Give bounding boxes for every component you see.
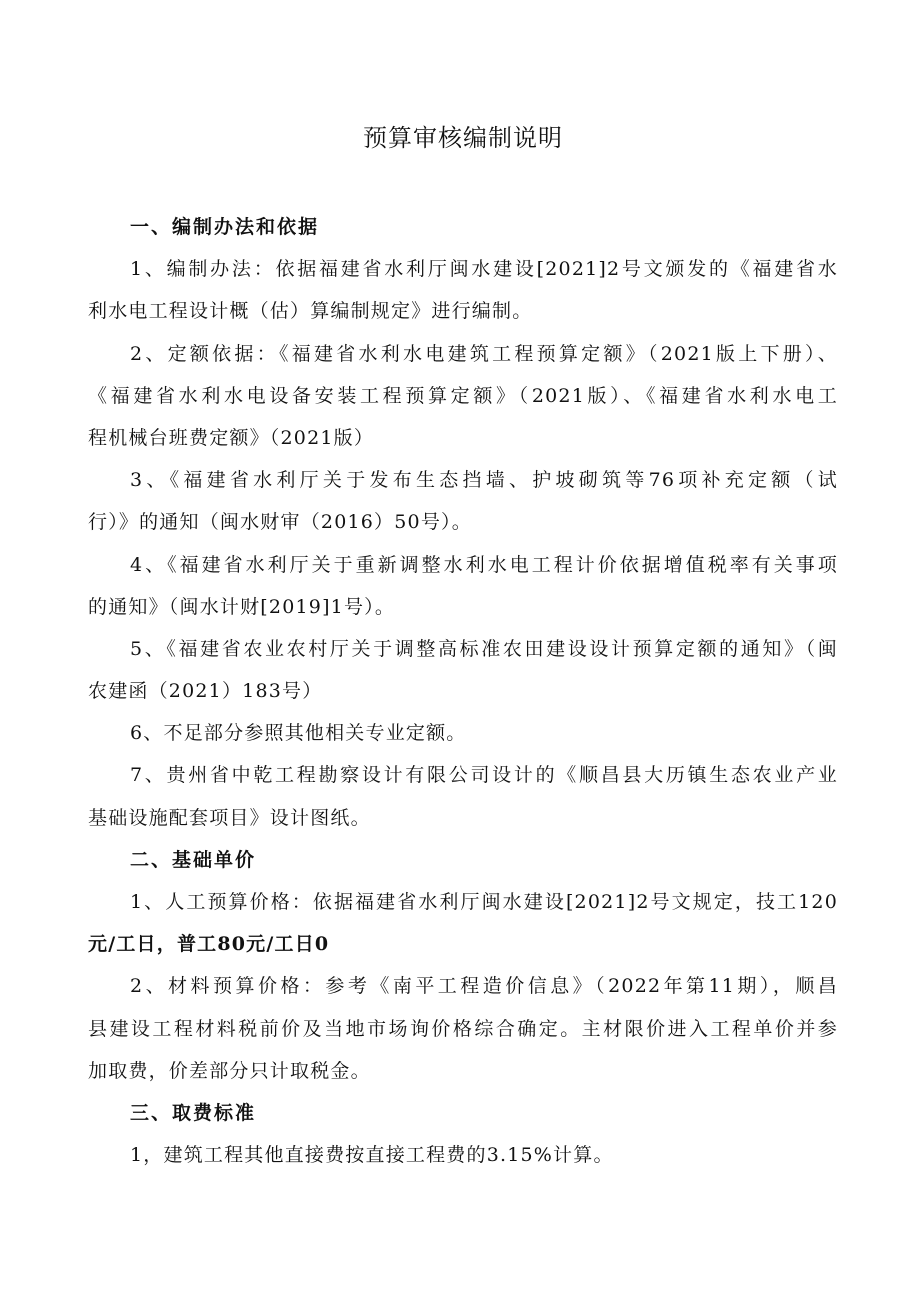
paragraph-line: 程机械台班费定额》（2021版）: [88, 426, 375, 449]
paragraph-line: 1，建筑工程其他直接费按直接工程费的3.15%计算。: [130, 1144, 614, 1167]
paragraph-line: 7、贵州省中乾工程勘察设计有限公司设计的《顺昌县大历镇生态农业产业: [130, 764, 838, 787]
paragraph-line: 行）》的通知（闽水财审（2016）50号）。: [88, 511, 472, 534]
document-title: 预算审核编制说明: [363, 124, 563, 152]
paragraph-line: 3、《福建省水利厅关于发布生态挡墙、护坡砌筑等76项补充定额（试: [130, 469, 838, 492]
section-heading: 一、编制办法和依据: [130, 216, 320, 238]
document-body: [88, 206, 838, 1176]
section-heading: 二、基础单价: [130, 848, 257, 871]
paragraph-line: 的通知》（闽水计财[2019]1号）。: [88, 595, 396, 618]
paragraph-line: 基础设施配套项目》设计图纸。: [88, 806, 371, 829]
paragraph-line: 农建函（2021）183号）: [88, 680, 323, 703]
paragraph-line: 1、人工预算价格：依据福建省水利厅闽水建设[2021]2号文规定，技工120: [130, 891, 838, 913]
paragraph-line: 6、不足部分参照其他相关专业定额。: [130, 722, 467, 745]
paragraph-line: 元/工日，普工80元/工日0: [88, 933, 330, 956]
paragraph-line: 1、编制办法：依据福建省水利厅闽水建设[2021]2号文颁发的《福建省水: [130, 258, 838, 281]
section-heading: 三、取费标准: [130, 1101, 257, 1124]
paragraph-line: 2、材料预算价格：参考《南平工程造价信息》（2022年第11期），顺昌: [130, 975, 838, 998]
paragraph-line: 县建设工程材料税前价及当地市场询价格综合确定。主材限价进入工程单价并参: [88, 1017, 838, 1040]
paragraph-line: 《福建省水利水电设备安装工程预算定额》（2021版）、《福建省水利水电工: [88, 384, 838, 407]
paragraph-line: 4、《福建省水利厅关于重新调整水利水电工程计价依据增值税率有关事项: [130, 553, 838, 576]
paragraph-line: 5、《福建省农业农村厅关于调整高标准农田建设设计预算定额的通知》（闽: [130, 637, 838, 660]
paragraph-line: 2、定额依据：《福建省水利水电建筑工程预算定额》（2021版上下册）、: [130, 342, 838, 365]
paragraph-line: 利水电工程设计概（估）算编制规定》进行编制。: [88, 300, 533, 323]
paragraph-line: 加取费，价差部分只计取税金。: [88, 1059, 371, 1082]
